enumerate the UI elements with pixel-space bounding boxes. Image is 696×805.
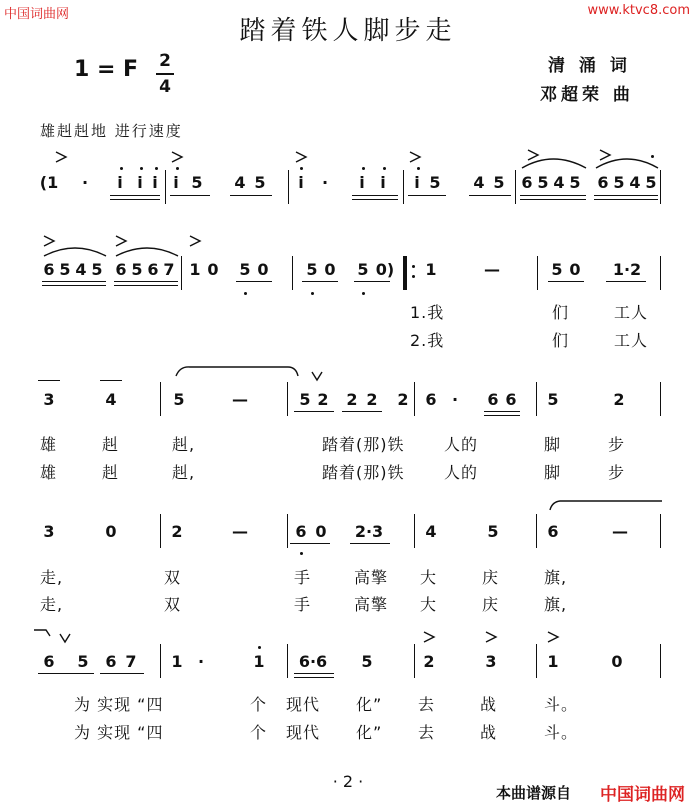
lyric-verse1: 1.我: [410, 303, 445, 322]
note: 4: [75, 260, 87, 279]
note: 0): [375, 260, 395, 279]
note: 5: [551, 260, 563, 279]
note: 5: [429, 173, 441, 192]
lyric-verse2: 高擎: [354, 595, 389, 614]
note: 0: [315, 522, 327, 541]
lyric-verse2: 2.我: [410, 331, 445, 350]
note: 6: [505, 390, 517, 409]
note: 4: [234, 173, 246, 192]
dash: —: [232, 390, 248, 409]
lyric-verse2: 庆: [482, 595, 500, 614]
slur: [44, 248, 106, 256]
note: 5: [361, 652, 373, 671]
meter-bottom: 4: [159, 77, 171, 97]
note: 0: [105, 522, 117, 541]
lyric-verse1: 现代: [286, 695, 321, 714]
lyric-verse1: 去: [418, 695, 436, 714]
tie-continuation: [34, 630, 50, 636]
note: 6: [597, 173, 609, 192]
note: 5: [569, 173, 581, 192]
note: 2: [171, 522, 183, 541]
lyricist-credit: 清 涌 词: [548, 56, 631, 76]
lyric-verse2: 们: [552, 331, 570, 350]
note: 2: [423, 652, 435, 671]
dash: —: [232, 522, 248, 541]
lyric-verse1: 人的: [444, 435, 479, 454]
tempo-marking: 雄赳赳地 进行速度: [40, 122, 183, 140]
lyric-verse1: 旗,: [544, 568, 568, 587]
note: 5: [487, 522, 499, 541]
lyric-verse1: 走,: [40, 568, 64, 587]
lyric-verse1: 化”: [356, 695, 383, 714]
lyric-verse1: 个: [250, 695, 268, 714]
lyric-verse2: 工人: [614, 331, 649, 350]
lyric-verse2: 人的: [444, 463, 479, 482]
lyric-verse1: 雄: [40, 435, 58, 454]
note: 5: [537, 173, 549, 192]
lyric-verse2: 化”: [356, 723, 383, 742]
note: 7: [125, 652, 137, 671]
accent-mark: [172, 152, 182, 162]
lyric-verse2: 大: [420, 595, 438, 614]
note: 5: [131, 260, 143, 279]
accent-mark: [190, 236, 200, 246]
note: i: [414, 173, 420, 192]
note: 4: [629, 173, 641, 192]
tie: [176, 367, 298, 376]
note: i: [359, 173, 365, 192]
lyric-verse2: 走,: [40, 595, 64, 614]
note: i: [152, 173, 158, 192]
source-note: 本曲谱源自: [496, 784, 572, 802]
accent-mark: [600, 150, 610, 160]
lyric-verse2: 手: [294, 595, 312, 614]
lyric-verse2: 旗,: [544, 595, 568, 614]
composer-credit: 邓超荣 曲: [540, 85, 634, 105]
note: i: [173, 173, 179, 192]
page-number: · 2 ·: [332, 772, 364, 791]
accent-mark: [486, 632, 496, 642]
lyric-verse1: 双: [164, 568, 182, 587]
breath-mark: [312, 372, 322, 380]
note: 6: [295, 522, 307, 541]
lyric-verse2: 赳,: [172, 463, 196, 482]
note: 3: [43, 390, 55, 409]
note: 6: [105, 652, 117, 671]
note: 2: [317, 390, 329, 409]
lyric-verse2: 个: [250, 723, 268, 742]
lyric-verse1: 们: [552, 303, 570, 322]
breath-mark: [60, 634, 70, 642]
note: 2: [366, 390, 378, 409]
accent-mark: [410, 152, 420, 162]
note: i: [117, 173, 123, 192]
lyric-verse2: 斗。: [544, 723, 579, 742]
accent-mark: [548, 632, 558, 642]
lyric-verse1: 工人: [614, 303, 649, 322]
note: 1: [425, 260, 437, 279]
note-dot: ·: [81, 173, 89, 192]
note: 3: [485, 652, 497, 671]
note: 0: [324, 260, 336, 279]
slur: [522, 159, 586, 168]
note: 5: [306, 260, 318, 279]
note: 2: [346, 390, 358, 409]
lyric-verse2: 战: [480, 723, 498, 742]
lyric-verse1: 战: [480, 695, 498, 714]
note: (1: [39, 173, 59, 192]
lyric-verse1: 赳: [102, 435, 120, 454]
lyric-verse1: 大: [420, 568, 438, 587]
note: 6: [521, 173, 533, 192]
lyric-verse1: 步: [608, 435, 626, 454]
note: 0: [569, 260, 581, 279]
note: 6: [43, 260, 55, 279]
note: 5: [173, 390, 185, 409]
note: 0: [207, 260, 219, 279]
note: 1·2: [612, 260, 642, 279]
note: 5: [59, 260, 71, 279]
note: 1: [253, 652, 265, 671]
note: 6·6: [298, 652, 328, 671]
score-title: 踏着铁人脚步走: [239, 16, 457, 46]
accent-mark: [296, 152, 306, 162]
note: 2·3: [354, 522, 384, 541]
note: 1: [171, 652, 183, 671]
note: 2: [397, 390, 409, 409]
lyric-verse2: 为 实现 “四: [74, 723, 164, 742]
note: 5: [645, 173, 657, 192]
note: 4: [473, 173, 485, 192]
accent-mark: [116, 236, 126, 246]
accent-mark: [424, 632, 434, 642]
lyric-verse2: 去: [418, 723, 436, 742]
lyric-verse2: 步: [608, 463, 626, 482]
note: i: [137, 173, 143, 192]
note: 5: [613, 173, 625, 192]
note: 6: [547, 522, 559, 541]
dash: —: [484, 260, 500, 279]
note: 5: [77, 652, 89, 671]
note: i: [380, 173, 386, 192]
note: 6: [115, 260, 127, 279]
lyric-verse1: 高擎: [354, 568, 389, 587]
note: 6: [147, 260, 159, 279]
note: 7: [163, 260, 175, 279]
key-signature: 1 = F: [74, 57, 139, 82]
note: 0: [257, 260, 269, 279]
accent-mark: [44, 236, 54, 246]
note: 2: [613, 390, 625, 409]
note: 5: [493, 173, 505, 192]
note: i: [298, 173, 304, 192]
tie: [550, 501, 662, 510]
note: 5: [254, 173, 266, 192]
accent-mark: [528, 150, 538, 160]
watermark-bottom: 中国词曲网: [600, 785, 685, 805]
note: 3: [43, 522, 55, 541]
watermark-right: www.ktvc8.com: [587, 3, 690, 18]
note: 5: [239, 260, 251, 279]
slur: [116, 248, 178, 256]
note: 5: [91, 260, 103, 279]
lyric-verse2: 雄: [40, 463, 58, 482]
lyric-verse1: 脚: [544, 435, 562, 454]
lyric-verse2: 脚: [544, 463, 562, 482]
lyric-verse1: 踏着(那)铁: [322, 435, 405, 454]
lyric-verse1: 手: [294, 568, 312, 587]
note: 4: [425, 522, 437, 541]
note: 6: [425, 390, 437, 409]
note-dot: ·: [321, 173, 329, 192]
note: 4: [105, 390, 117, 409]
note: 5: [191, 173, 203, 192]
note: 1: [189, 260, 201, 279]
accent-mark: [56, 152, 66, 162]
note: 5: [547, 390, 559, 409]
slur: [596, 159, 658, 168]
note: 0: [611, 652, 623, 671]
note-dot: ·: [197, 652, 205, 671]
note-dot: ·: [451, 390, 459, 409]
lyric-verse1: 为 实现 “四: [74, 695, 164, 714]
lyric-verse1: 庆: [482, 568, 500, 587]
lyric-verse2: 双: [164, 595, 182, 614]
lyric-verse1: 斗。: [544, 695, 579, 714]
note: 1: [547, 652, 559, 671]
meter-top: 2: [159, 51, 171, 71]
note: 5: [299, 390, 311, 409]
watermark-left: 中国词曲网: [4, 7, 70, 22]
note: 6: [487, 390, 499, 409]
note: 6: [43, 652, 55, 671]
lyric-verse2: 现代: [286, 723, 321, 742]
lyric-verse2: 踏着(那)铁: [322, 463, 405, 482]
lyric-verse2: 赳: [102, 463, 120, 482]
lyric-verse1: 赳,: [172, 435, 196, 454]
dash: —: [612, 522, 628, 541]
note: 4: [553, 173, 565, 192]
note: 5: [357, 260, 369, 279]
